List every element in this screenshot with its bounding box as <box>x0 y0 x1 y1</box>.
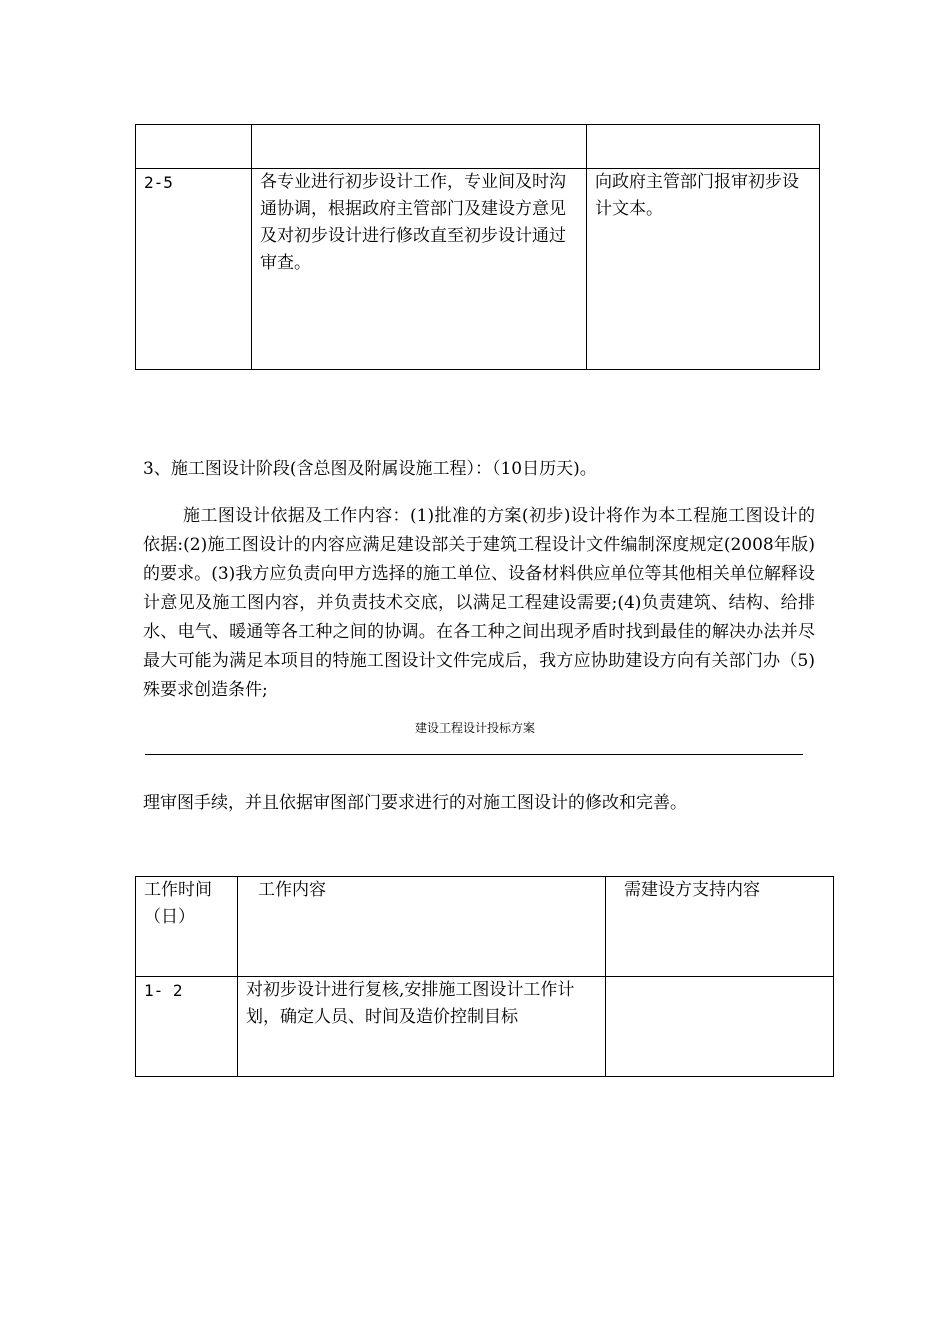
continuation-text: 理审图手续，并且依据审图部门要求进行的对施工图设计的修改和完善。 <box>143 793 687 813</box>
table-cell <box>587 125 820 169</box>
table-row <box>136 977 834 1077</box>
header-time: 工作时间（日） <box>136 877 238 977</box>
content-cell: 对初步设计进行复核,安排施工图设计工作计划，确定人员、时间及造价控制目标 <box>238 977 606 1077</box>
page-footer-title: 建设工程设计投标方案 <box>414 721 535 735</box>
table-row <box>136 169 820 370</box>
section-heading: 3、施工图设计阶段(含总图及附属设施工程）：（10日历天)。 <box>143 459 597 479</box>
time-cell: 2-5 <box>136 169 252 370</box>
table-row <box>136 125 820 169</box>
header-support: 需建设方支持内容 <box>606 877 834 977</box>
support-cell <box>606 977 834 1077</box>
time-cell: 1- 2 <box>136 977 238 1077</box>
table-cell <box>136 125 252 169</box>
footer-divider <box>145 754 803 755</box>
table-header-row <box>136 877 834 977</box>
schedule-table-top <box>135 124 820 370</box>
body-paragraph: 施工图设计依据及工作内容：(1)批准的方案(初步)设计将作为本工程施工图设计的依据:(2)施工图设计的内容应满足建设部关于建筑工程设计文件编制深度规定(2008年版)的要求。(3)我方应负责向甲方选择的施工单位、设备材料供应单位等其他相关单位解释设计意见及施工图内容，并负责技术交底，以满足工程建设需要;(4)负责建筑、结构、给排水、电气、暖通等各工种之间的协调。在各工种之间出现矛盾时找到最佳的解决办法并尽最大可能为满足本项目的特施工图设计文件完成后，我方应协助建设方向有关部门办（5)殊要求创造条件; <box>143 506 815 700</box>
support-cell: 向政府主管部门报审初步设计文本。 <box>587 169 820 370</box>
header-content: 工作内容 <box>238 877 606 977</box>
content-cell: 各专业进行初步设计工作，专业间及时沟通协调，根据政府主管部门及建设方意见及对初步设计进行修改直至初步设计通过审查。 <box>252 169 587 370</box>
schedule-table-bottom <box>135 876 834 1077</box>
table-cell <box>252 125 587 169</box>
